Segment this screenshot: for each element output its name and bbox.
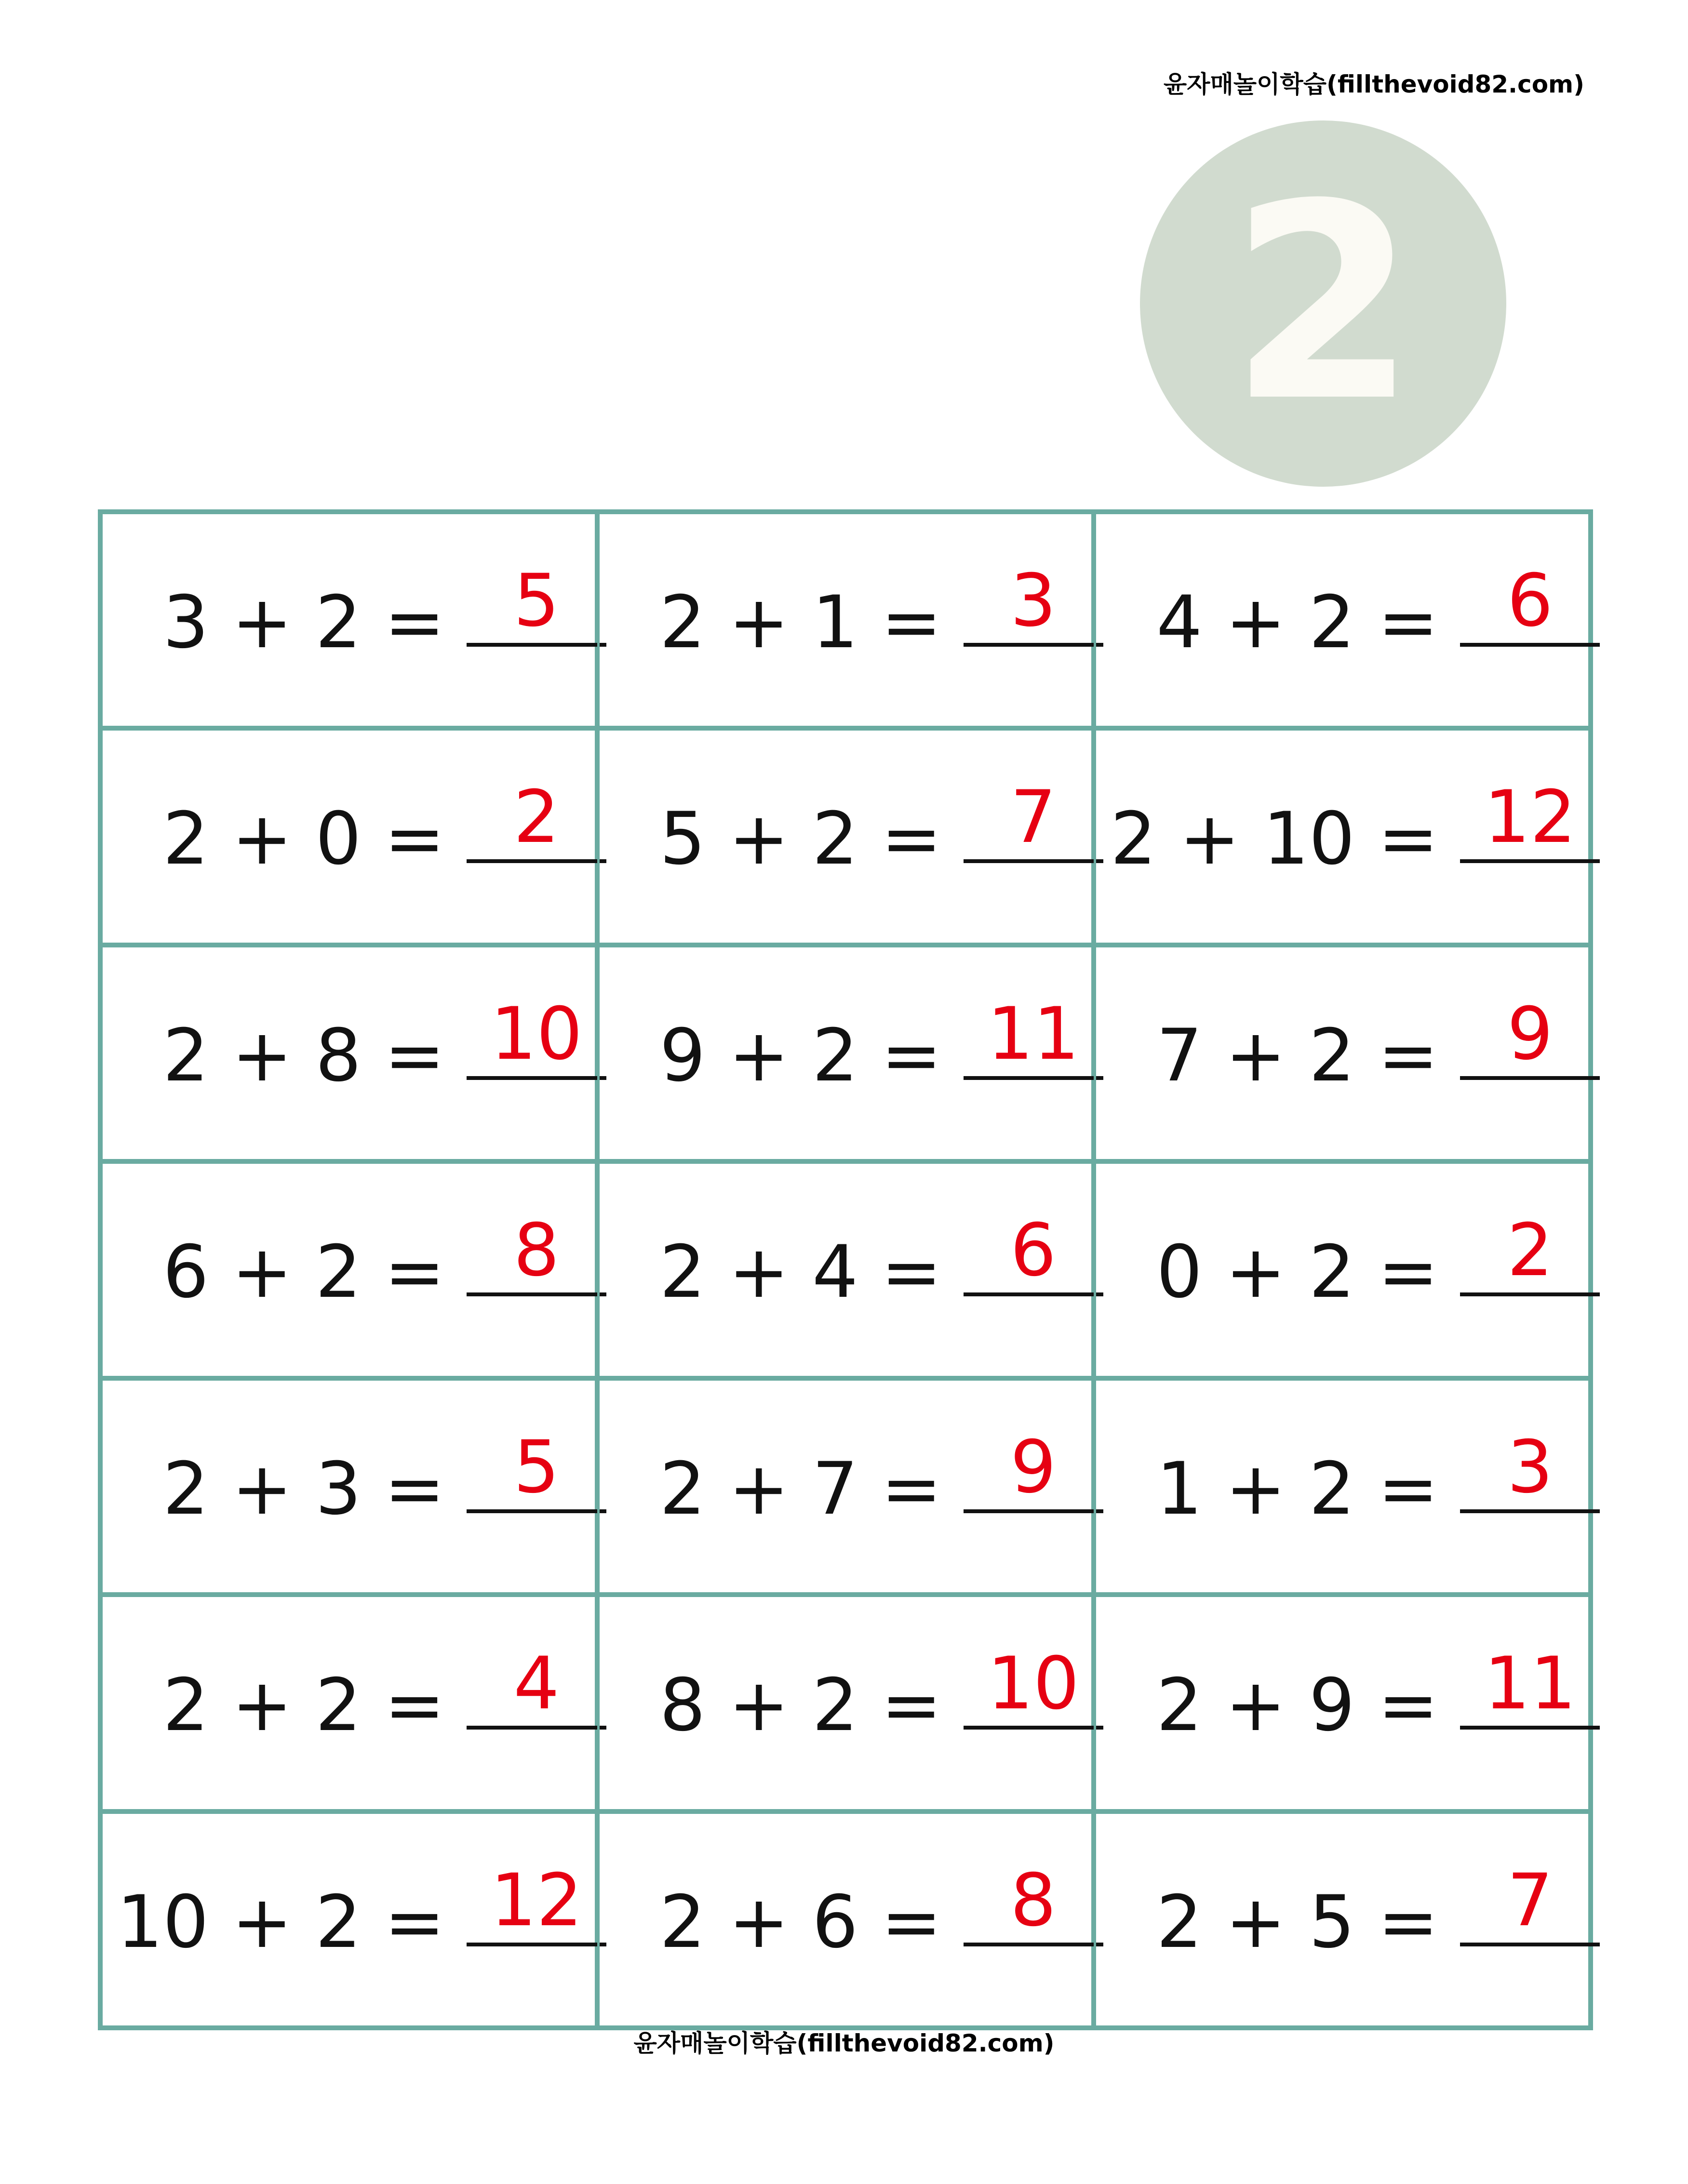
badge-number: 2 bbox=[1229, 146, 1417, 461]
problem-cell bbox=[100, 1811, 597, 2028]
problem-cell bbox=[100, 512, 597, 728]
problem-cell bbox=[1094, 1811, 1591, 2028]
equation-text: 2 + 9 = bbox=[1156, 1664, 1439, 1748]
answer-blank-line bbox=[1460, 1509, 1600, 1513]
answer-blank-line bbox=[467, 1292, 606, 1296]
answer-blank-line bbox=[964, 643, 1103, 647]
answer-blank-line bbox=[964, 1509, 1103, 1513]
answer-text: 2 bbox=[1507, 1209, 1554, 1293]
equation-text: 5 + 2 = bbox=[659, 797, 942, 881]
equation-text: 2 + 7 = bbox=[659, 1447, 942, 1531]
equation-text: 0 + 2 = bbox=[1156, 1230, 1439, 1315]
problem-cell bbox=[597, 1595, 1094, 1811]
equation-text: 2 + 8 = bbox=[162, 1013, 445, 1098]
answer-text: 5 bbox=[513, 1425, 560, 1509]
equation-text: 2 + 10 = bbox=[1110, 797, 1439, 881]
equation-text: 8 + 2 = bbox=[659, 1664, 942, 1748]
answer-text: 9 bbox=[1507, 992, 1554, 1076]
problem-cell bbox=[597, 1161, 1094, 1378]
problem-cell bbox=[1094, 512, 1591, 728]
problem-cell bbox=[597, 1811, 1094, 2028]
answer-blank-line bbox=[964, 1076, 1103, 1080]
equation-text: 4 + 2 = bbox=[1156, 581, 1439, 665]
answer-blank-line bbox=[964, 1292, 1103, 1296]
answer-text: 8 bbox=[1010, 1858, 1057, 1943]
answer-text: 3 bbox=[1507, 1425, 1554, 1509]
equation-text: 2 + 5 = bbox=[1156, 1880, 1439, 1964]
equation-text: 2 + 0 = bbox=[162, 797, 445, 881]
equation-text: 3 + 2 = bbox=[162, 581, 445, 665]
footer-credit: 윤자매놀이학습(fillthevoid82.com) bbox=[633, 2029, 1055, 2057]
problem-cell bbox=[1094, 1595, 1591, 1811]
problem-grid bbox=[98, 509, 1593, 2030]
answer-text: 2 bbox=[513, 775, 560, 860]
equation-text: 2 + 2 = bbox=[162, 1664, 445, 1748]
answer-blank-line bbox=[964, 1943, 1103, 1946]
answer-blank-line bbox=[964, 1726, 1103, 1730]
problem-cell bbox=[1094, 1378, 1591, 1595]
equation-text: 2 + 4 = bbox=[659, 1230, 942, 1315]
equation-text: 2 + 1 = bbox=[659, 581, 942, 665]
equation-text: 7 + 2 = bbox=[1156, 1013, 1439, 1098]
header-credit: 윤자매놀이학습(fillthevoid82.com) bbox=[1163, 70, 1584, 98]
answer-text: 3 bbox=[1010, 559, 1057, 643]
answer-blank-line bbox=[1460, 1943, 1600, 1946]
equation-text: 6 + 2 = bbox=[162, 1230, 445, 1315]
answer-text: 11 bbox=[987, 992, 1080, 1076]
answer-text: 4 bbox=[513, 1642, 560, 1726]
answer-blank-line bbox=[467, 1509, 606, 1513]
problem-cell bbox=[1094, 1161, 1591, 1378]
equation-text: 1 + 2 = bbox=[1156, 1447, 1439, 1531]
answer-blank-line bbox=[1460, 1726, 1600, 1730]
answer-text: 5 bbox=[513, 559, 560, 643]
equation-text: 9 + 2 = bbox=[659, 1013, 942, 1098]
answer-text: 6 bbox=[1010, 1209, 1057, 1293]
problem-cell bbox=[1094, 728, 1591, 945]
answer-text: 6 bbox=[1507, 559, 1554, 643]
answer-text: 7 bbox=[1010, 775, 1057, 860]
answer-blank-line bbox=[1460, 643, 1600, 647]
problem-cell bbox=[100, 945, 597, 1161]
problem-cell bbox=[100, 1595, 597, 1811]
problem-cell bbox=[597, 728, 1094, 945]
answer-blank-line bbox=[467, 643, 606, 647]
answer-blank-line bbox=[964, 859, 1103, 863]
problem-cell bbox=[597, 945, 1094, 1161]
answer-blank-line bbox=[1460, 1292, 1600, 1296]
problem-cell bbox=[597, 512, 1094, 728]
problem-cell bbox=[100, 728, 597, 945]
problem-cell bbox=[597, 1378, 1094, 1595]
number-badge bbox=[1140, 120, 1506, 487]
answer-text: 7 bbox=[1507, 1858, 1554, 1943]
answer-text: 11 bbox=[1484, 1642, 1576, 1726]
answer-blank-line bbox=[467, 1943, 606, 1946]
equation-text: 2 + 3 = bbox=[162, 1447, 445, 1531]
problem-cell bbox=[1094, 945, 1591, 1161]
answer-text: 12 bbox=[1484, 775, 1576, 860]
answer-text: 12 bbox=[490, 1858, 583, 1943]
problem-cell bbox=[100, 1161, 597, 1378]
answer-text: 9 bbox=[1010, 1425, 1057, 1509]
answer-blank-line bbox=[467, 1726, 606, 1730]
answer-text: 10 bbox=[987, 1642, 1080, 1726]
answer-blank-line bbox=[1460, 859, 1600, 863]
answer-text: 8 bbox=[513, 1209, 560, 1293]
answer-text: 10 bbox=[490, 992, 583, 1076]
answer-blank-line bbox=[1460, 1076, 1600, 1080]
answer-blank-line bbox=[467, 859, 606, 863]
problem-cell bbox=[100, 1378, 597, 1595]
equation-text: 2 + 6 = bbox=[659, 1880, 942, 1964]
equation-text: 10 + 2 = bbox=[117, 1880, 445, 1964]
answer-blank-line bbox=[467, 1076, 606, 1080]
